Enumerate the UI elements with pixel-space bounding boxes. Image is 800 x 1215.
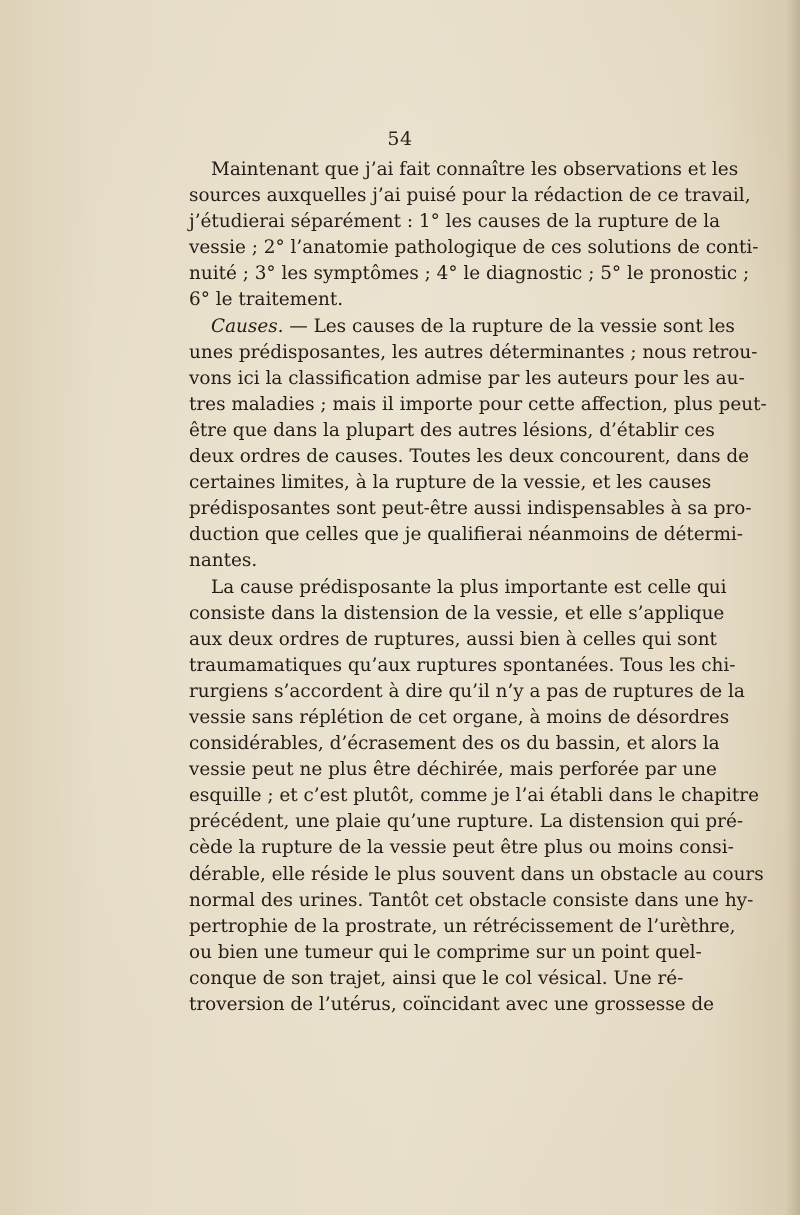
text-line: esquille ; et c’est plutôt, comme je l’ai établi dans le chapitre xyxy=(189,785,759,807)
text-line: La cause prédisposante la plus importante est celle qui xyxy=(211,576,727,598)
text-line: conque de son trajet, ainsi que le col vésical. Une ré- xyxy=(189,967,684,989)
text-line: 6° le traitement. xyxy=(189,289,344,311)
paragraph-introduction xyxy=(167,157,759,314)
text-line: cède la rupture de la vessie peut être plus ou moins consi- xyxy=(189,837,734,859)
text-line: aux deux ordres de ruptures, aussi bien à celles qui sont xyxy=(189,628,717,650)
body-text xyxy=(167,157,767,1018)
text-line: unes prédisposantes, les autres déterminantes ; nous retrou- xyxy=(189,341,758,363)
text-line: tres maladies ; mais il importe pour cette affection, plus peut- xyxy=(189,393,767,415)
text-line: Maintenant que j’ai fait connaître les observations et les xyxy=(211,159,739,180)
text-line: pertrophie de la prostrate, un rétrécissement de l’urèthre, xyxy=(189,915,736,937)
text-line: nuité ; 3° les symptômes ; 4° le diagnostic ; 5° le pronostic ; xyxy=(189,263,750,285)
text-line: ou bien une tumeur qui le comprime sur un point quel- xyxy=(189,941,702,963)
text-line: vessie sans réplétion de cet organe, à moins de désordres xyxy=(189,706,730,728)
page-number: 54 xyxy=(387,128,413,150)
section-heading-causes: Causes. xyxy=(211,315,284,337)
text-line: troversion de l’utérus, coïncidant avec une grossesse de xyxy=(189,994,715,1015)
text-line: sources auxquelles j’ai puisé pour la rédaction de ce travail, xyxy=(189,185,751,207)
paragraph-causes xyxy=(167,314,767,575)
text-line: certaines limites, à la rupture de la vessie, et les causes xyxy=(189,472,712,494)
text-line-with-heading xyxy=(167,314,735,340)
text-line: nantes. xyxy=(189,550,258,572)
text-line: traumamatiques qu’aux ruptures spontanées. Tous les chi- xyxy=(189,654,736,676)
text-line: vons ici la classification admise par les auteurs pour les au- xyxy=(189,367,745,389)
text-line: rurgiens s’accordent à dire qu’il n’y a pas de ruptures de la xyxy=(189,680,745,702)
text-line: dérable, elle réside le plus souvent dans un obstacle au cours xyxy=(189,863,764,885)
text-line: considérables, d’écrasement des os du bassin, et alors la xyxy=(189,733,720,755)
page-edge-shadow xyxy=(786,0,800,1215)
text-line: être que dans la plupart des autres lésions, d’établir ces xyxy=(189,419,715,441)
text-line: prédisposantes sont peut-être aussi indispensables à sa pro- xyxy=(189,498,752,520)
text-line: vessie peut ne plus être déchirée, mais perforée par une xyxy=(189,759,717,781)
text-line: duction que celles que je qualifierai néanmoins de détermi- xyxy=(189,524,743,546)
text-line: vessie ; 2° l’anatomie pathologique de ces solutions de conti- xyxy=(189,237,759,259)
text-line: j’étudierai séparément : 1° les causes de la rupture de la xyxy=(189,211,721,233)
text-line: normal des urines. Tantôt cet obstacle consiste dans une hy- xyxy=(189,889,754,911)
text-line: deux ordres de causes. Toutes les deux concourent, dans de xyxy=(189,446,750,468)
text-line-rest: — Les causes de la rupture de la vessie sont les xyxy=(283,315,735,337)
paragraph-predisposing-cause xyxy=(167,575,764,1019)
text-line: précédent, une plaie qu’une rupture. La distension qui pré- xyxy=(189,811,744,833)
text-line: consiste dans la distension de la vessie, et elle s’applique xyxy=(189,602,725,624)
